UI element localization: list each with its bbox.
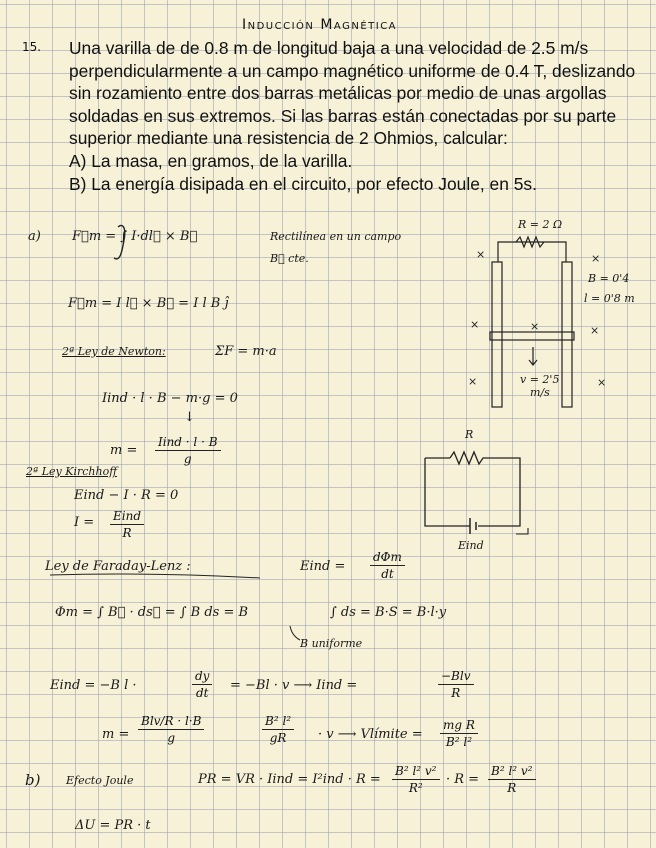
b-const-note: B⃗ cte. <box>270 252 309 265</box>
current-numerator: Eind <box>110 509 144 525</box>
power-fraction-1-denominator: R² <box>408 781 423 795</box>
mass-numerator: Iind · l · B <box>155 435 221 451</box>
b-value-label: B = 0'4 <box>588 272 630 285</box>
top-wire <box>498 242 566 262</box>
faraday-numerator: dΦm <box>370 550 405 566</box>
field-cross: × <box>590 324 600 337</box>
rectilinear-note: Rectilínea en un campo <box>270 230 402 243</box>
field-cross: × <box>597 376 607 389</box>
power-fraction-2-numerator: B² l² v² <box>488 764 536 780</box>
part-b-label: b) <box>25 771 41 789</box>
b2l2-numerator: B² l² <box>262 714 294 730</box>
page-title: Inducción Magnética <box>242 17 398 33</box>
uniform-hook <box>290 626 300 640</box>
field-cross: × <box>468 375 478 388</box>
joule-label: Efecto Joule <box>66 774 134 787</box>
circuit-resistor-label: R <box>465 428 474 441</box>
power-equation: PR = VR · Iind = I²ind · R = <box>198 772 381 787</box>
energy-equation: ΔU = PR · t <box>75 818 151 833</box>
power-mid: · R = <box>446 772 480 787</box>
force-balance-equation: Iind · l · B − m·g = 0 <box>102 391 238 406</box>
flux-equation-part2: ∫ ds = B·S = B·l·y <box>330 605 447 620</box>
faraday-underline <box>50 574 260 578</box>
length-value-label: l = 0'8 m <box>584 292 635 305</box>
question-b: B) La energía disipada en el circuito, por efecto Joule, en 5s. <box>69 173 537 194</box>
left-rail <box>492 262 502 407</box>
problem-text: Una varilla de de 0.8 m de longitud baja a una velocidad de 2.5 m/s perpendicularmente a un campo magnético uniforme de 0.4 T, deslizando sin rozamiento entre dos barras metálicas por medio de unas argollas soldadas en sus extremos. Si las barras están conectadas por su parte superior mediante una resistencia de 2 Ohmios, calcular: <box>69 38 636 149</box>
dt-denominator: dt <box>195 686 209 700</box>
velocity-arrow <box>529 347 537 365</box>
circuit-loop <box>425 452 520 526</box>
mass-lhs: m = <box>110 443 138 458</box>
flux-equation-part1: Φm = ∫ B⃗ · ds⃗ = ∫ B ds = B <box>55 605 249 620</box>
limit-velocity-numerator: mg R <box>440 718 478 734</box>
force-result: F⃗m = I l⃗ × B⃗ = I l B ĵ <box>68 296 229 311</box>
mass-denominator: g <box>183 452 192 466</box>
dy-numerator: dy <box>192 669 212 685</box>
faraday-lhs: Eind = <box>300 559 346 574</box>
question-a: A) La masa, en gramos, de la varilla. <box>69 150 353 171</box>
kirchhoff-label: 2ª Ley Kirchhoff <box>26 465 117 478</box>
power-fraction-2-denominator: R <box>507 781 517 795</box>
current-lhs: I = <box>74 515 95 530</box>
faraday-denominator: dt <box>381 567 394 581</box>
newton-equation: ΣF = m·a <box>215 344 277 359</box>
circuit-diagram <box>420 438 550 538</box>
resistance-label: R = 2 Ω <box>518 218 563 231</box>
newton-label: 2ª Ley de Newton: <box>62 345 166 358</box>
field-cross: × <box>476 248 486 261</box>
mass-final-lhs: m = <box>102 727 130 742</box>
field-cross: × <box>530 320 540 333</box>
mass-final-numerator: Blv/R · l·B <box>138 714 204 730</box>
velocity-value-label: v = 2'5 <box>520 373 560 386</box>
integral-sign <box>114 225 125 258</box>
induced-current-numerator: −Blv <box>438 669 474 685</box>
current-denominator: R <box>122 526 132 540</box>
force-integral: F⃗m = ∫ I·dl⃗ × B⃗ <box>72 229 198 244</box>
limit-velocity-text: · v ⟶ Vlímite = <box>318 727 423 742</box>
emf-source-symbol <box>470 518 476 534</box>
emf-equation-part1: Eind = −B l · <box>50 678 137 693</box>
uniform-note: B uniforme <box>300 637 363 650</box>
limit-velocity-denominator: B² l² <box>445 735 472 749</box>
field-cross: × <box>470 318 480 331</box>
part-a-label: a) <box>28 229 41 244</box>
emf-equation-part2: = −Bl · v ⟶ Iind = <box>230 678 358 693</box>
right-rail <box>562 262 572 407</box>
down-arrow: ↓ <box>184 410 195 425</box>
problem-number: 15. <box>22 40 42 54</box>
kirchhoff-equation: Eind − I · R = 0 <box>74 488 179 503</box>
circuit-emf-label: Eind <box>458 539 484 552</box>
gr-denominator: gR <box>269 731 287 745</box>
field-cross: × <box>591 252 601 265</box>
faraday-label: Ley de Faraday-Lenz : <box>45 559 191 574</box>
velocity-unit-label: m/s <box>530 386 550 399</box>
current-hook <box>516 528 528 534</box>
power-fraction-1-numerator: B² l² v² <box>392 764 440 780</box>
mass-final-denominator: g <box>167 731 176 745</box>
induced-current-denominator: R <box>451 686 461 700</box>
